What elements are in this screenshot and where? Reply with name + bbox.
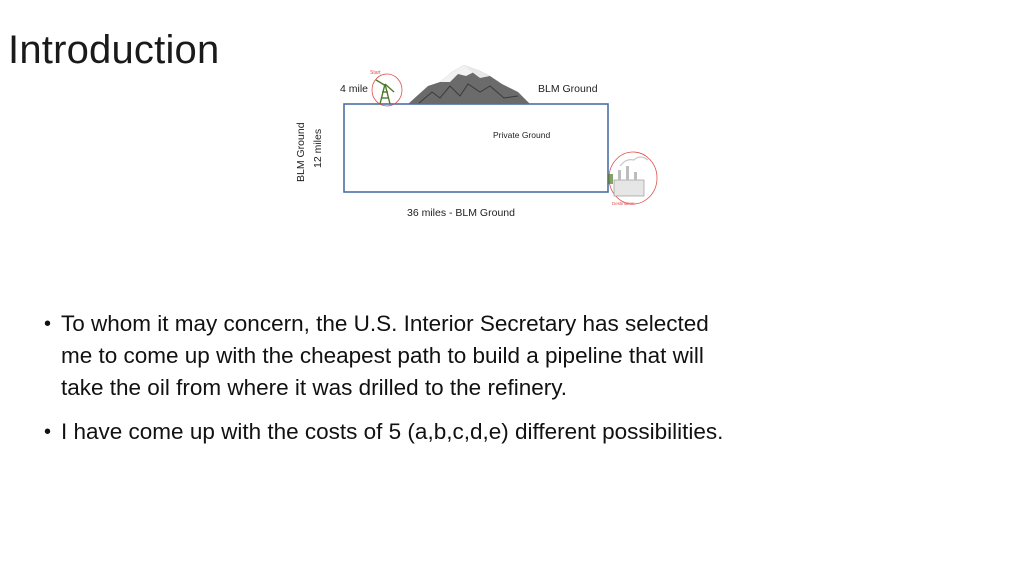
bullet-dot-icon: • (44, 421, 52, 443)
pipeline-diagram (290, 62, 670, 232)
private-ground-label: Private Ground (493, 130, 551, 140)
twelve-miles-label: 12 miles (312, 128, 324, 168)
mountain-icon (408, 65, 530, 104)
private-ground-area (344, 104, 608, 192)
slide-title: Introduction (8, 28, 220, 72)
bullet-text: To whom it may concern, the U.S. Interior Secretary has selected me to come up with the cheapest path to build a pipeline that will take the oil from where it was drilled to the refinery. (61, 311, 709, 400)
oil-derrick-icon (376, 80, 394, 104)
bullet-list (44, 308, 764, 460)
start-label: Start (370, 70, 381, 76)
four-mile-label: 4 mile (340, 83, 369, 95)
diagram-canvas (290, 62, 670, 232)
bullet-dot-icon: • (44, 313, 52, 335)
blm-ground-left-label: BLM Ground (295, 122, 307, 182)
destination-label: Destination (612, 201, 635, 206)
bullet-item (44, 308, 764, 404)
refinery-icon (608, 157, 648, 196)
blm-ground-top-label: BLM Ground (538, 83, 598, 95)
bottom-distance-label: 36 miles - BLM Ground (407, 207, 515, 219)
bullet-text: I have come up with the costs of 5 (a,b,c,d,e) different possibilities. (61, 419, 724, 444)
bullet-item (44, 416, 764, 448)
